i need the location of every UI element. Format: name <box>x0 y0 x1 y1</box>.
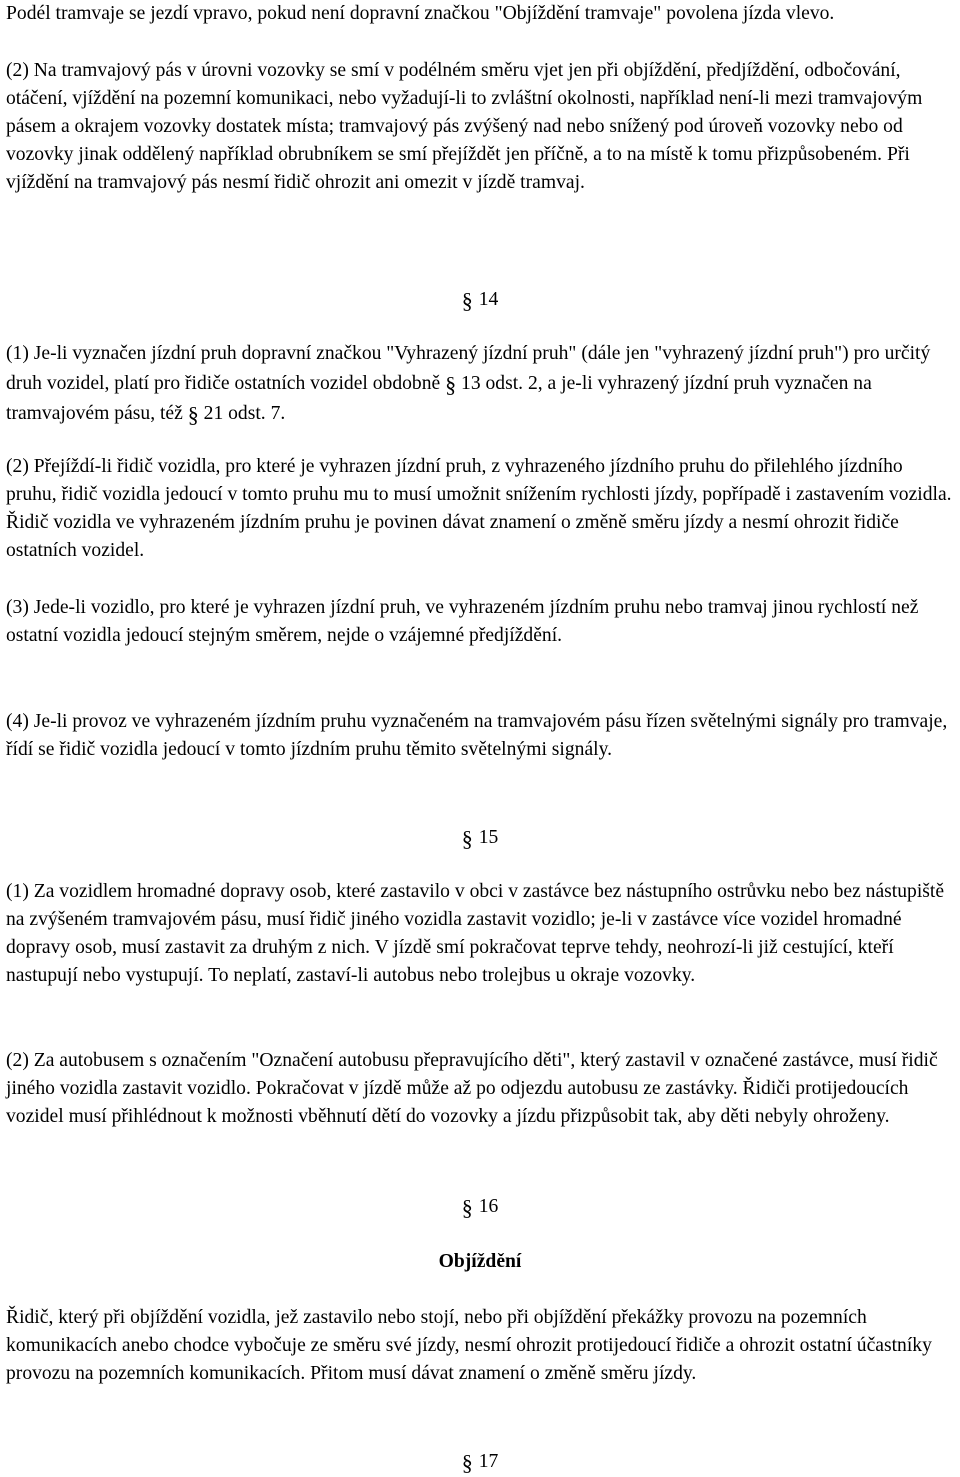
section-number: 17 <box>478 1451 499 1472</box>
section-heading-17 <box>0 1446 960 1476</box>
paragraph-13-2: (2) Na tramvajový pás v úrovni vozovky se smí v podélném směru vjet jen při objíždění, předjíždění, odbočování, otáčení, vjíždění na pozemní komunikaci, nebo vyžadují-li to zvláštní okolnosti, například není-li mezi tramvajovým pásem a okrajem vozovky dostatek místa; tramvajový pás zvýšený nad nebo snížený pod úroveň vozovky nebo od vozovky jinak oddělený například obrubníkem se smí přejíždět jen příčně, a to na místě k tomu přizpůsobeném. Při vjíždění na tramvajový pás nesmí řidič ohrozit ani omezit v jízdě tramvaj. <box>6 60 923 194</box>
section-heading-15 <box>0 822 960 852</box>
paragraph-text: (1) Je-li vyznačen jízdní pruh dopravní značkou "Vyhrazený jízdní pruh" (dále jen "vyhrazený jízdní pruh") pro určitý druh vozidel, platí pro řidiče ostatních vozidel obdobně <box>6 343 931 395</box>
section-heading-16 <box>0 1191 960 1221</box>
section-heading-14 <box>0 284 960 314</box>
paragraph-intro: Podél tramvaje se jezdí vpravo, pokud není dopravní značkou "Objíždění tramvaje" povolena jízda vlevo. <box>6 3 835 24</box>
paragraph-14-2: (2) Přejíždí-li řidič vozidla, pro které je vyhrazen jízdní pruh, z vyhrazeného jízdního pruhu do přilehlého jízdního pruhu, řidič vozidla jedoucí v tomto pruhu mu to musí umožnit snížením rychlosti jízdy, popřípadě i zastavením vozidla. Řidič vozidla ve vyhrazeném jízdním pruhu je povinen dávat znamení o změně směru jízdy a nesmí ohrozit řidiče ostatních vozidel. <box>6 456 952 562</box>
paragraph-14-3: (3) Jede-li vozidlo, pro které je vyhrazen jízdní pruh, ve vyhrazeném jízdním pruhu nebo tramvaj jinou rychlostí než ostatní vozidla jedoucí stejným směrem, nejde o vzájemné předjíždění. <box>6 597 919 647</box>
paragraph-15-1: (1) Za vozidlem hromadné dopravy osob, které zastavilo v obci v zastávce bez nástupního ostrůvku nebo bez nástupiště na zvýšeném tramvajovém pásu, musí řidič jiného vozidla zastavit vozidlo; je-li v zastávce více vozidel hromadné dopravy osob, musí zastavit za druhým z nich. V jízdě smí pokračovat teprve tehdy, neohrozí-li již cestující, kteří nastupují nebo vystupují. To neplatí, zastaví-li autobus nebo trolejbus u okraje vozovky. <box>6 881 945 987</box>
section-symbol: § <box>187 402 199 428</box>
section-symbol: § <box>461 288 473 313</box>
paragraph-text: 13 odst. 2, a je-li vyhrazený jízdní pruh vyznačen na tramvajovém pásu, též <box>6 373 872 425</box>
section-symbol: § <box>461 1450 473 1475</box>
section-symbol: § <box>461 1195 473 1220</box>
paragraph-15-2: (2) Za autobusem s označením "Označení autobusu přepravujícího děti", který zastavil v označené zastávce, musí řidič jiného vozidla zastavit vozidlo. Pokračovat v jízdě může až po odjezdu autobusu ze zastávky. Řidiči protijedoucích vozidel musí přihlédnout k možnosti vběhnutí dětí do vozovky a jízdu přizpůsobit tak, aby děti nebyly ohroženy. <box>6 1050 938 1128</box>
paragraph-14-1 <box>6 340 958 428</box>
section-title-16: Objíždění <box>438 1251 522 1272</box>
paragraph-14-4: (4) Je-li provoz ve vyhrazeném jízdním pruhu vyznačeném na tramvajovém pásu řízen světelnými signály pro tramvaje, řídí se řidič vozidla jedoucí v tomto jízdním pruhu těmito světelnými signály. <box>6 711 948 761</box>
section-number: 16 <box>478 1196 499 1217</box>
section-number: 15 <box>478 827 499 848</box>
paragraph-16: Řidič, který při objíždění vozidla, jež zastavilo nebo stojí, nebo při objíždění překážky provozu na pozemních komunikacích anebo chodce vybočuje ze směru své jízdy, nesmí ohrozit protijedoucí řidiče a ohrozit ostatní účastníky provozu na pozemních komunikacích. Přitom musí dávat znamení o změně směru jízdy. <box>6 1307 932 1385</box>
section-number: 14 <box>478 289 499 310</box>
section-symbol: § <box>461 826 473 851</box>
paragraph-text: 21 odst. 7. <box>203 403 286 425</box>
section-symbol: § <box>445 372 457 398</box>
